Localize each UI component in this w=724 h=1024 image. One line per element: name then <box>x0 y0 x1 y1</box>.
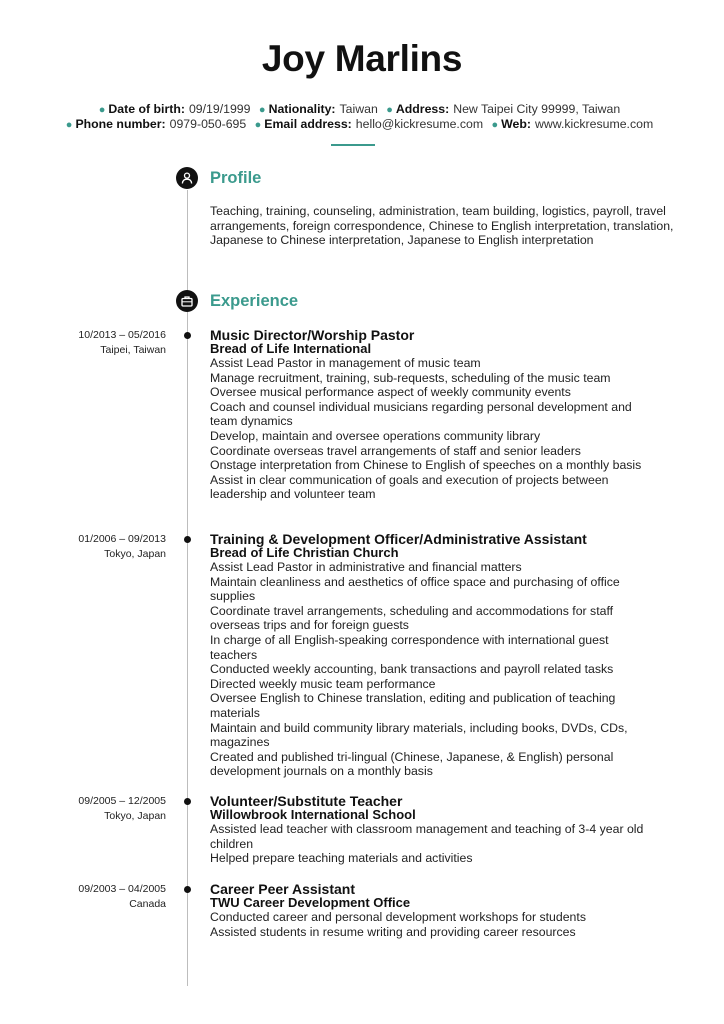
entry-role: Music Director/Worship Pastor <box>210 327 415 343</box>
experience-section-title: Experience <box>210 292 299 310</box>
entry-dates: 01/2006 – 09/2013 <box>78 533 166 545</box>
duty-item: Assisted students in resume writing and providing career resources <box>210 924 576 939</box>
timeline-dot <box>184 886 191 893</box>
entry-organization: Bread of Life Christian Church <box>210 545 399 560</box>
timeline-dot <box>184 798 191 805</box>
duty-item: Develop, maintain and oversee operations community library <box>210 428 541 443</box>
entry-role: Career Peer Assistant <box>210 881 356 897</box>
entry-role: Training & Development Officer/Administrative Assistant <box>210 531 587 547</box>
duty-item: Created and published tri-lingual (Chinese, Japanese, & English) personal development journals on a monthly basis <box>210 749 614 779</box>
bullet-dot-icon: ● <box>386 104 393 116</box>
duty-item: Assist in clear communication of goals and execution of projects between leadership and volunteer team <box>210 472 609 502</box>
entry-duties <box>210 560 650 779</box>
contact-value: New Taipei City 99999, Taiwan <box>453 102 621 116</box>
contact-label: Phone number: <box>75 117 166 131</box>
contact-value[interactable]: hello@kickresume.com <box>355 117 484 131</box>
duty-item: Helped prepare teaching materials and activities <box>210 851 473 866</box>
entry-location: Taipei, Taiwan <box>100 344 166 356</box>
contact-label: Address: <box>395 102 450 116</box>
duty-item: Conducted weekly accounting, bank transactions and payroll related tasks <box>210 662 614 677</box>
duty-item: Oversee English to Chinese translation, editing and publication of teaching materials <box>210 691 616 720</box>
contact-line-2 <box>0 117 724 131</box>
duty-item: Maintain cleanliness and aesthetics of office space and purchasing of office supplies <box>210 574 620 604</box>
entry-location: Tokyo, Japan <box>104 548 166 560</box>
contact-label: Nationality: <box>268 102 336 116</box>
duty-item: Conducted career and personal development workshops for students <box>210 910 586 924</box>
duty-item: Directed weekly music team performance <box>210 676 436 691</box>
contact-item-phone <box>66 117 251 131</box>
entry-role: Volunteer/Substitute Teacher <box>210 793 403 809</box>
profile-section-title: Profile <box>210 169 262 187</box>
bullet-dot-icon: ● <box>65 119 73 131</box>
bullet-dot-icon: ● <box>254 119 262 131</box>
duty-item: Coach and counsel individual musicians regarding personal development and team dynamics <box>210 399 632 429</box>
header-divider <box>331 144 375 146</box>
entry-organization: TWU Career Development Office <box>210 895 411 910</box>
entry-dates: 09/2003 – 04/2005 <box>78 883 166 895</box>
duty-item: Assisted lead teacher with classroom management and teaching of 3-4 year old children <box>210 822 644 851</box>
person-icon <box>176 167 198 189</box>
duty-item: Assist Lead Pastor in administrative and financial matters <box>210 560 522 574</box>
contact-label: Web: <box>501 117 531 131</box>
contact-value: 0979-050-695 <box>169 117 247 131</box>
candidate-name: Joy Marlins <box>261 38 463 79</box>
duty-item: Onstage interpretation from Chinese to English of speeches on a monthly basis <box>210 458 642 473</box>
entry-duties <box>210 910 650 939</box>
entry-organization: Willowbrook International School <box>210 807 416 822</box>
bullet-dot-icon: ● <box>491 119 499 131</box>
contact-item-nationality <box>259 102 383 116</box>
entry-dates: 10/2013 – 05/2016 <box>78 329 166 341</box>
entry-organization: Bread of Life International <box>210 341 372 356</box>
contact-line-1 <box>0 102 724 116</box>
duty-item: Manage recruitment, training, sub-requests, scheduling of the music team <box>210 370 611 385</box>
duty-item: Coordinate overseas travel arrangements of staff and senior leaders <box>210 443 581 458</box>
contact-item-birth <box>99 102 256 116</box>
profile-summary: Teaching, training, counseling, administration, team building, logistics, payroll, travel arrangements, foreign correspondence, Chinese to English interpretation, translation, Japanese to Chinese interpretation, Japanese to English interpretation <box>210 204 674 248</box>
contact-value[interactable]: www.kickresume.com <box>535 117 654 131</box>
duty-item: Oversee musical performance aspect of weekly community events <box>210 385 571 400</box>
duty-item: Maintain and build community library materials, including books, DVDs, CDs, magazines <box>210 720 628 750</box>
entry-location: Canada <box>129 898 166 910</box>
contact-item-address <box>386 102 625 116</box>
bullet-dot-icon: ● <box>98 104 106 116</box>
duty-item: Coordinate travel arrangements, scheduling and accommodations for staff overseas trips and for foreign guests <box>210 603 614 633</box>
contact-value: Taiwan <box>339 102 378 116</box>
bullet-dot-icon: ● <box>258 104 266 116</box>
duty-item: Assist Lead Pastor in management of music team <box>210 356 481 370</box>
entry-duties <box>210 822 650 866</box>
duty-item: In charge of all English-speaking correspondence with international guest teachers <box>210 632 609 662</box>
timeline-dot <box>184 332 191 339</box>
contact-label: Date of birth: <box>108 102 185 116</box>
contact-value: 09/19/1999 <box>188 102 251 116</box>
entry-dates: 09/2005 – 12/2005 <box>78 795 166 807</box>
contact-label: Email address: <box>264 117 352 131</box>
contact-item-email <box>255 117 488 131</box>
entry-location: Tokyo, Japan <box>104 810 166 822</box>
contact-item-web <box>492 117 659 131</box>
briefcase-icon <box>176 290 198 312</box>
timeline-dot <box>184 536 191 543</box>
entry-duties <box>210 356 650 502</box>
